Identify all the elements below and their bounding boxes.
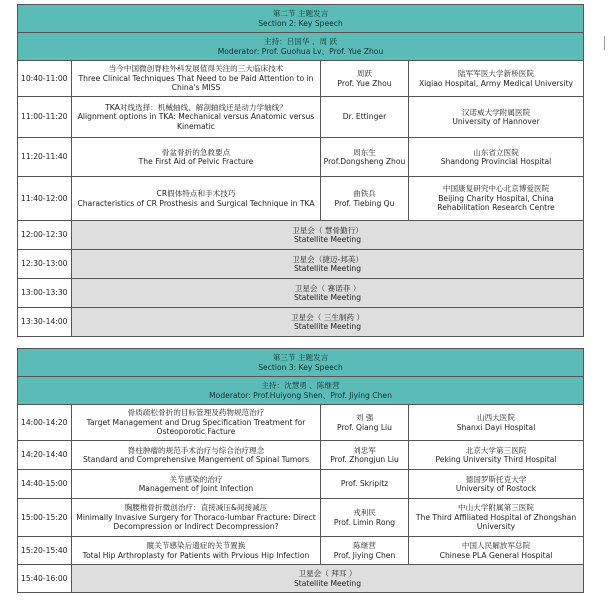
- talk-row: [18, 405, 584, 441]
- moderator-cn: 主持：沈慧勇 、陈继营: [261, 381, 340, 391]
- talk-speaker: [321, 441, 409, 470]
- talk-topic-en: Target Management and Drug Specification Treatment for Osteoporotic Facture: [86, 417, 306, 437]
- satellite-cn: 卫星会（ 拜耳 ）: [298, 569, 357, 579]
- talk-time: 14:20-14:40: [18, 441, 72, 470]
- talk-speaker: [321, 177, 409, 221]
- org-en: Shandong Provincial Hospital: [440, 157, 552, 166]
- talk-time: 15:20-15:40: [18, 537, 72, 565]
- talk-time: 11:20-11:40: [18, 138, 72, 177]
- satellite-meeting: [72, 221, 584, 250]
- satellite-en: Statellite Meeting: [293, 578, 362, 588]
- moderator-en: Moderator: Prof.Huiyong Shen、Prof. Jiying Chen: [209, 390, 392, 400]
- talk-topic-en: Three Clinical Techniques That Need to be Paid Attention to in China's MISS: [78, 73, 314, 93]
- talk-time: 14:40-15:00: [18, 470, 72, 499]
- talk-topic: [72, 177, 321, 221]
- talk-speaker: [321, 61, 409, 97]
- org-cn: 山东省立医院: [473, 147, 519, 157]
- talk-time: 15:00-15:20: [18, 499, 72, 537]
- speaker-en: Prof. Yue Zhou: [337, 78, 392, 88]
- talk-org: [409, 61, 584, 97]
- talk-topic-cn: TKA对线选择：机械轴线、解剖轴线还是动力学轴线？: [105, 102, 287, 112]
- speaker-cn: 刘 强: [355, 413, 374, 423]
- speaker-cn: 周东生: [353, 147, 376, 157]
- satellite-time: 12:00-12:30: [18, 221, 72, 250]
- org-cn: 中国康复研究中心北京博爱医院: [442, 184, 550, 194]
- speaker-en: Prof. Tiebing Qu: [334, 198, 395, 208]
- satellite-row: [18, 221, 584, 250]
- talk-org: [409, 441, 584, 470]
- satellite-cn: 卫星会（ 慧骨勤行）: [292, 225, 363, 235]
- speaker-en: Prof. Jiying Chen: [333, 550, 396, 560]
- section-title-cn: 第三节 主题发言: [272, 353, 329, 363]
- org-en: University of Hannover: [452, 117, 540, 126]
- talk-topic-en: Minimally Invasive Surgery for Thoraco-lumbar Fracture: Direct Decompression or Indirect Decompression?: [76, 512, 316, 532]
- satellite-row: [18, 565, 584, 593]
- satellite-time: 13:30-14:00: [18, 308, 72, 337]
- talk-topic-cn: 胸腰椎骨折微创治疗：直接减压&间接减压: [124, 503, 268, 513]
- talk-topic-cn: 关节感染的治疗: [169, 474, 223, 484]
- section-title-en: Section 3: Key Speech: [258, 362, 343, 372]
- talk-speaker: [321, 138, 409, 177]
- talk-org: [409, 177, 584, 221]
- section-header: [18, 349, 584, 377]
- talk-topic-cn: 骨盆骨折的急救要点: [161, 147, 231, 157]
- talk-topic-en: Characteristics of CR Prosthesis and Surgical Technique in TKA: [77, 198, 315, 208]
- talk-topic: [72, 97, 321, 138]
- speaker-cn: 刘忠军: [353, 445, 376, 455]
- speaker-en: Prof.Dongsheng Zhou: [323, 157, 406, 166]
- talk-row: [18, 61, 584, 97]
- moderator-en: Moderator: Prof. Guohua Lv、Prof. Yue Zhou: [217, 46, 384, 56]
- speaker-en: Dr. Ettinger: [342, 112, 387, 122]
- talk-topic-cn: 骨质疏松骨折的目标管理及药物规范治疗: [127, 408, 265, 418]
- talk-topic-en: Alignment options in TKA: Mechanical versus Anatomic versus Kinematic: [77, 112, 315, 131]
- speaker-cn: 戎利民: [353, 508, 376, 518]
- speaker-cn: 陈继营: [353, 541, 376, 551]
- talk-time: 10:40-11:00: [18, 61, 72, 97]
- talk-topic-cn: 脊柱肿瘤的规范手术治疗与综合治疗理念: [127, 445, 265, 455]
- talk-topic-cn: CR假体特点和手术技巧: [156, 189, 236, 199]
- satellite-meeting: [72, 250, 584, 279]
- talk-time: 11:00-11:20: [18, 97, 72, 138]
- talk-row: [18, 441, 584, 470]
- section-title: [18, 349, 584, 377]
- section3-table: [17, 348, 584, 593]
- org-en: University of Rostock: [455, 484, 537, 493]
- moderator-row: [18, 33, 584, 61]
- talk-topic-en: The First Aid of Pelvic Fracture: [138, 157, 254, 166]
- talk-speaker: [321, 537, 409, 565]
- org-cn: 中山大学附属第三医院: [458, 503, 534, 513]
- talk-topic: [72, 138, 321, 177]
- moderator: [18, 377, 584, 405]
- org-en: The Third Affiliated Hospital of Zhongshan University: [415, 512, 577, 532]
- satellite-en: Statellite Meeting: [293, 264, 362, 273]
- speaker-cn: 曲铁兵: [353, 189, 376, 199]
- talk-topic: [72, 499, 321, 537]
- talk-time: 14:00-14:20: [18, 405, 72, 441]
- moderator-row: [18, 377, 584, 405]
- moderator-cn: 主持：吕国华 、周 跃: [263, 37, 338, 47]
- talk-org: [409, 138, 584, 177]
- section2-table: [17, 4, 584, 337]
- section-title: [18, 5, 584, 33]
- talk-topic: [72, 537, 321, 565]
- talk-org: [409, 470, 584, 499]
- moderator: [18, 33, 584, 61]
- section-header: [18, 5, 584, 33]
- org-cn: 山西大医院: [477, 413, 515, 423]
- satellite-en: Statellite Meeting: [293, 293, 362, 302]
- satellite-meeting: [72, 308, 584, 337]
- satellite-time: 13:00-13:30: [18, 279, 72, 308]
- talk-topic-en: Management of Joint Infection: [138, 484, 254, 493]
- satellite-en: Statellite Meeting: [293, 322, 362, 331]
- org-cn: 汉诺威大学附属医院: [461, 107, 531, 117]
- org-cn: 中国人民解放军总院: [461, 541, 531, 551]
- talk-speaker: [321, 499, 409, 537]
- satellite-row: [18, 308, 584, 337]
- talk-row: [18, 470, 584, 499]
- satellite-meeting: [72, 565, 584, 593]
- speaker-en: Prof. Skripitz: [340, 479, 389, 489]
- talk-row: [18, 537, 584, 565]
- talk-row: [18, 499, 584, 537]
- talk-topic: [72, 405, 321, 441]
- talk-topic-en: Standard and Comprehensive Mangement of Spinal Tumors: [82, 455, 310, 464]
- talk-org: [409, 97, 584, 138]
- satellite-meeting: [72, 279, 584, 308]
- talk-org: [409, 405, 584, 441]
- satellite-row: [18, 250, 584, 279]
- org-en: Chinese PLA General Hospital: [439, 550, 553, 560]
- satellite-cn: 卫星会（ 三生制药 ）: [290, 312, 365, 322]
- talk-row: [18, 138, 584, 177]
- talk-speaker: [321, 97, 409, 138]
- org-en: Shanxi Dayi Hospital: [456, 422, 536, 432]
- talk-row: [18, 177, 584, 221]
- talk-speaker: [321, 405, 409, 441]
- section-title-en: Section 2: Key Speech: [258, 18, 343, 28]
- page-edge-mark: [604, 36, 605, 50]
- speaker-en: Prof. Zhongjun Liu: [330, 455, 399, 464]
- org-en: Peking University Third Hospital: [435, 455, 557, 464]
- talk-topic-cn: 髋关节感染后遗症的关节置换: [146, 541, 246, 551]
- org-en: Xiqiao Hospital, Army Medical University: [418, 78, 574, 88]
- satellite-time: 12:30-13:00: [18, 250, 72, 279]
- satellite-en: Statellite Meeting: [293, 235, 362, 244]
- talk-topic: [72, 61, 321, 97]
- org-cn: 陆军军医大学新桥医院: [458, 69, 534, 79]
- talk-org: [409, 537, 584, 565]
- section-title-cn: 第二节 主题发言: [272, 9, 329, 19]
- talk-topic-cn: 当今中国微创脊柱外科发展值得关注的三大临床技术: [108, 64, 284, 74]
- talk-topic: [72, 441, 321, 470]
- satellite-time: 15:40-16:00: [18, 565, 72, 593]
- org-cn: 德国罗斯托克大学: [465, 474, 527, 484]
- talk-topic: [72, 470, 321, 499]
- speaker-cn: 周跃: [356, 69, 373, 79]
- org-en: Beijing Charity Hospital, China Rehabilitation Research Centre: [437, 193, 555, 213]
- speaker-en: Prof. Limin Rong: [333, 517, 396, 527]
- satellite-cn: 卫星会（ 赛诺菲 ）: [294, 283, 361, 293]
- talk-topic-en: Total Hip Arthroplasty for Patients with Prvious Hip Infection: [82, 550, 310, 560]
- org-cn: 北京大学第三医院: [465, 445, 527, 455]
- talk-row: [18, 97, 584, 138]
- talk-speaker: [321, 470, 409, 499]
- talk-time: 11:40-12:00: [18, 177, 72, 221]
- satellite-cn: 卫星会（捷迈-邦美）: [291, 254, 364, 264]
- speaker-en: Prof. Qiang Liu: [337, 422, 392, 432]
- satellite-row: [18, 279, 584, 308]
- talk-org: [409, 499, 584, 537]
